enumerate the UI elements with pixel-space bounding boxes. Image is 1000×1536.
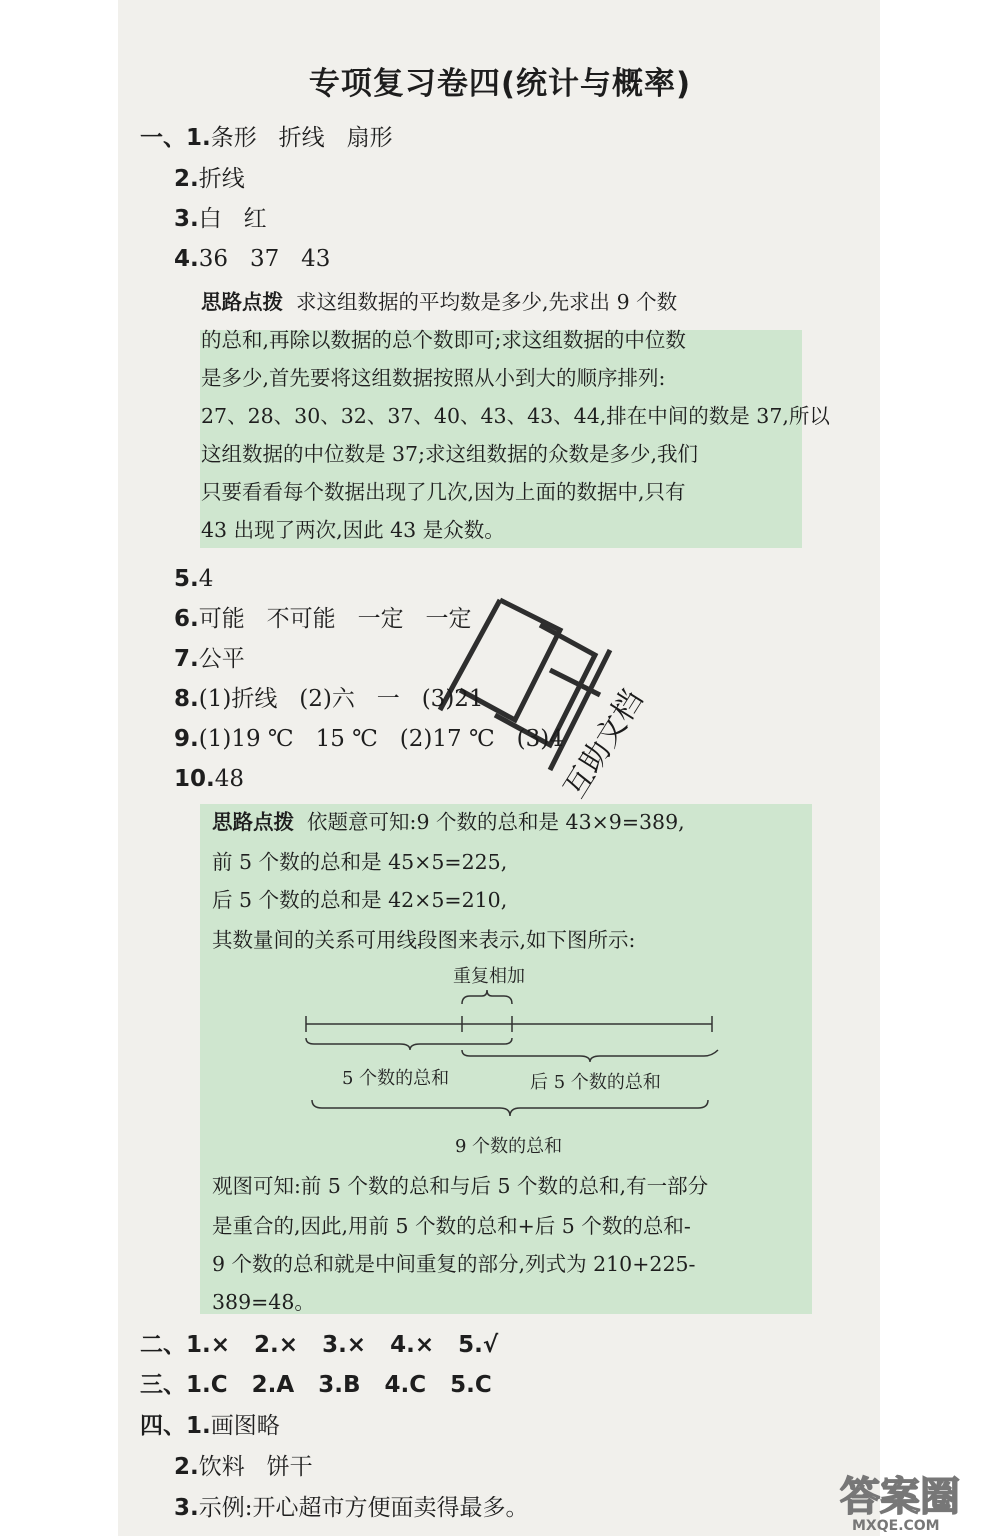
question-number: 6.	[174, 606, 199, 632]
answer-text: 1.× 2.× 3.× 4.× 5.√	[186, 1332, 499, 1358]
section1-q7	[174, 644, 245, 674]
question-number: 3.	[174, 206, 199, 232]
watermark-main-text: 答案圈	[840, 1474, 960, 1520]
tip2-line-1	[212, 808, 685, 836]
answer-text: 画图略	[210, 1413, 280, 1439]
tip-label: 思路点拨	[201, 290, 283, 314]
answer-text: 公平	[198, 646, 245, 672]
section4-q3	[174, 1493, 529, 1523]
section1-q10	[174, 764, 244, 794]
tip2-line-3: 后 5 个数的总和是 42×5=210,	[212, 888, 508, 912]
tip-text: 求这组数据的平均数是多少,先求出 9 个数	[296, 290, 678, 314]
question-number: 9.	[174, 726, 199, 752]
answer-text: 1.C 2.A 3.B 4.C 5.C	[186, 1372, 492, 1398]
question-number: 1.	[186, 125, 211, 151]
question-number: 3.	[174, 1495, 199, 1521]
section-label: 一、	[140, 125, 186, 151]
tip2-line-7: 9 个数的总和就是中间重复的部分,列式为 210+225-	[212, 1252, 696, 1276]
question-number: 10.	[174, 766, 215, 792]
tip2-line-8: 389=48。	[212, 1290, 315, 1314]
section1-q4	[174, 244, 330, 274]
tip-label: 思路点拨	[212, 810, 294, 834]
page-title: 专项复习卷四(统计与概率)	[308, 66, 692, 102]
watermark-logo	[820, 1466, 1000, 1536]
segment-diagram	[290, 988, 730, 1118]
watermark-sub-text: MXQE.COM	[852, 1518, 940, 1534]
answer-text: 示例:开心超市方便面卖得最多。	[198, 1495, 529, 1521]
answer-text: (1)19 ℃ 15 ℃ (2)17 ℃ (3)4	[198, 726, 564, 752]
section4-q1	[140, 1411, 280, 1441]
answer-text: 4	[198, 566, 214, 592]
tip1-line-1	[201, 288, 677, 316]
section1-q3	[174, 204, 267, 234]
diagram-right-label: 后 5 个数的总和	[530, 1072, 661, 1093]
diagram-top-label: 重复相加	[453, 966, 525, 987]
section-label: 四、	[140, 1413, 186, 1439]
section3	[140, 1370, 492, 1400]
question-number: 8.	[174, 686, 199, 712]
question-number: 2.	[174, 166, 199, 192]
question-number: 1.	[186, 1413, 211, 1439]
tip2-line-5: 观图可知:前 5 个数的总和与后 5 个数的总和,有一部分	[212, 1174, 709, 1198]
tip1-line-5: 这组数据的中位数是 37;求这组数据的众数是多少,我们	[201, 442, 699, 466]
section-label: 二、	[140, 1332, 186, 1358]
question-number: 4.	[174, 246, 199, 272]
diagram-left-label: 5 个数的总和	[342, 1068, 450, 1089]
question-number: 5.	[174, 566, 199, 592]
answer-text: 条形 折线 扇形	[210, 125, 393, 151]
tip-text: 依题意可知:9 个数的总和是 43×9=389,	[307, 810, 685, 834]
stamp-logo	[420, 570, 670, 820]
tip1-line-3: 是多少,首先要将这组数据按照从小到大的顺序排列:	[201, 366, 666, 390]
answer-text: 饮料 饼干	[198, 1454, 313, 1480]
section4-q2	[174, 1452, 313, 1482]
section2	[140, 1330, 498, 1360]
stamp-text: 互助文档	[557, 683, 651, 805]
answer-text: 36 37 43	[198, 246, 331, 272]
section1-q1	[140, 123, 393, 153]
tip1-line-2: 的总和,再除以数据的总个数即可;求这组数据的中位数	[201, 328, 686, 352]
tip1-line-7: 43 出现了两次,因此 43 是众数。	[201, 518, 505, 542]
question-number: 7.	[174, 646, 199, 672]
tip2-line-4: 其数量间的关系可用线段图来表示,如下图所示:	[212, 928, 636, 952]
tip2-line-2: 前 5 个数的总和是 45×5=225,	[212, 850, 508, 874]
diagram-bottom-label: 9 个数的总和	[455, 1136, 563, 1157]
answer-text: 可能 不可能 一定 一定	[198, 606, 472, 632]
answer-text: (1)折线 (2)六 一 (3)21	[198, 686, 484, 712]
section1-q5	[174, 564, 213, 594]
section-label: 三、	[140, 1372, 186, 1398]
answer-text: 48	[214, 766, 245, 792]
section1-q2	[174, 164, 245, 194]
answer-text: 白 红	[198, 206, 267, 232]
answer-text: 折线	[198, 166, 245, 192]
tip1-line-6: 只要看看每个数据出现了几次,因为上面的数据中,只有	[201, 480, 686, 504]
question-number: 2.	[174, 1454, 199, 1480]
tip2-line-6: 是重合的,因此,用前 5 个数的总和+后 5 个数的总和-	[212, 1214, 691, 1238]
tip1-line-4: 27、28、30、32、37、40、43、43、44,排在中间的数是 37,所以	[201, 404, 830, 428]
